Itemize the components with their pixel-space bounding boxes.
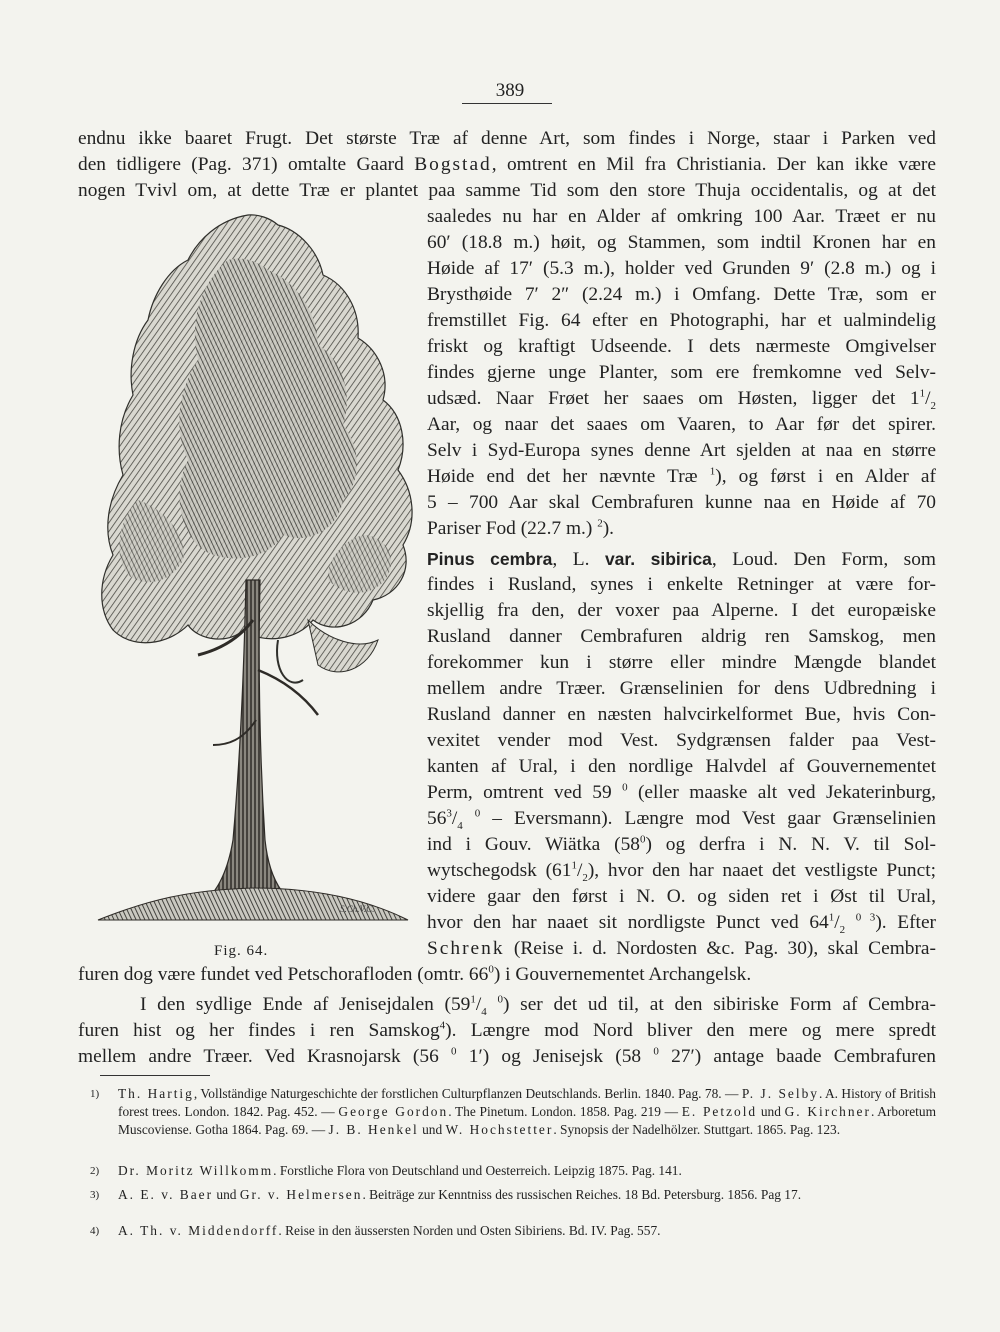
text-run: furen dog være fundet ved Petschorafloden (omtr. 66 — [78, 964, 489, 985]
text-run: . Reise in den äussersten Norden und Osten Sibiriens. Bd. IV. Pag. 557. — [278, 1223, 661, 1238]
text-run: 2 — [582, 871, 588, 884]
text-run: 1 — [709, 465, 716, 478]
text-line — [427, 546, 936, 572]
text-run: den tidligere (Pag. 371) omtalte Gaard — [78, 154, 415, 175]
page-number-rule — [462, 103, 552, 104]
footnote-text — [100, 1085, 936, 1139]
text-run: 1 — [571, 859, 577, 872]
text-run: mellem andre Træer. Ved Krasnojarsk (56 — [78, 1046, 452, 1067]
text-line — [427, 572, 936, 598]
text-run: 0 — [488, 963, 494, 976]
text-run: , Vollständige Naturgeschichte der forstlichen Culturpflanzen Deutschlands. Berlin. 1840. Pag. 78. — — [193, 1086, 742, 1101]
text-line — [427, 204, 936, 230]
text-line — [427, 806, 936, 832]
text-run: 4 — [481, 1005, 487, 1018]
text-run: E. Petzold — [681, 1104, 758, 1119]
text-run: und — [757, 1104, 785, 1119]
text-run: hvor den har naaet sit nordligste Punct ved 64 — [427, 912, 829, 933]
text-run: findes gjerne unge Planter, som ere fremkomne ved Selv- — [427, 362, 936, 383]
text-run: (eller maaske alt ved Jekaterinburg, — [627, 782, 936, 803]
text-run: , Loud. Den Form, som — [711, 549, 936, 570]
text-run: Høide end det her nævnte Træ — [427, 466, 710, 487]
text-run: videre gaar den først i N. O. og siden ret i Øst til Ural, — [427, 886, 936, 907]
text-run: 0 — [451, 1045, 457, 1058]
text-line — [427, 360, 936, 386]
text-run: 4 — [457, 819, 463, 832]
footnote — [90, 1085, 936, 1139]
text-run: saaledes nu har en Alder af omkring 100 Aar. Træet er nu — [427, 206, 936, 227]
text-run: 0 — [497, 993, 503, 1006]
text-line — [427, 884, 936, 910]
footnote-rule — [100, 1075, 210, 1076]
text-run: – Eversmann). Længre mod Vest gaar Grænselinien — [480, 808, 936, 829]
text-run: Gr. v. Helmersen — [239, 1187, 363, 1202]
text-line — [427, 256, 936, 282]
text-line — [427, 780, 936, 806]
text-run: Høide af 17′ (5.3 m.), holder ved Grunden 9′ (2.8 m.) og i — [427, 258, 936, 279]
text-run: (Reise i. d. Nordosten &c. Pag. 30), skal Cembra- — [504, 938, 936, 959]
footnote-mark: 3) — [90, 1189, 100, 1201]
text-run: 60′ (18.8 m.) høit, og Stammen, som indtil Kronen har en — [427, 232, 936, 253]
footnote-text — [100, 1186, 936, 1204]
text-run: 2 — [930, 399, 936, 412]
text-line — [427, 754, 936, 780]
text-run: ) i Gouvernementet Archangelsk. — [493, 964, 752, 985]
text-run: mellem andre Træer. Grænselinien for dens Udbredning i — [427, 678, 936, 699]
text-run: Rusland danner Cembrafuren aldrig ren Samskog, men — [427, 626, 936, 647]
text-run: furen hist og her findes i ren Samskog — [78, 1020, 440, 1041]
text-run: / — [451, 808, 458, 829]
text-run: ). Længre mod Nord bliver den mere og mere spredt — [445, 1020, 936, 1041]
text-run: Brysthøide 7′ 2″ (2.24 m.) i Omfang. Dette Træ, som er — [427, 284, 936, 305]
text-line — [427, 676, 936, 702]
text-run: 2 — [839, 923, 846, 936]
text-run: forekommer kun i større eller mindre Mængde blandet — [427, 652, 936, 673]
text-run: kanten af Ural, i den nordlige Halvdel af Gouvernementet — [427, 756, 936, 777]
text-run: nogen Tvivl om, at dette Træ er plantet paa samme Tid som den store Thuja occidentalis, og at det — [78, 180, 936, 201]
text-line — [427, 624, 936, 650]
text-line — [78, 962, 936, 988]
text-run: 1′) og Jenisejsk (58 — [456, 1046, 654, 1067]
text-run: . Forstliche Flora von Deutschland und Oesterreich. Leipzig 1875. Pag. 141. — [273, 1163, 682, 1178]
text-run: . Arboretum Muscoviense. Gotha 1864. Pag. 69. — — [118, 1104, 936, 1137]
text-run — [463, 808, 475, 829]
footnote — [90, 1222, 936, 1240]
text-run: George Gordon — [338, 1104, 449, 1119]
text-run: 1 — [919, 387, 926, 400]
text-run: / — [834, 912, 840, 933]
text-line — [427, 650, 936, 676]
text-run: J. B. Henkel — [328, 1122, 419, 1137]
text-run: / — [475, 994, 482, 1015]
text-run: endnu ikke baaret Frugt. Det største Træ af denne Art, som findes i Norge, staar i Parken ved — [78, 128, 936, 149]
text-run: und — [213, 1187, 240, 1202]
text-line — [427, 910, 936, 936]
text-run: udsæd. Naar Frøet her saaes om Høsten, ligger det 1 — [427, 388, 920, 409]
text-run: Aar, og naar det saaes om Vaaren, to Aar før det spirer. — [427, 414, 936, 435]
text-run: 0 — [622, 781, 628, 794]
text-run: 1 — [828, 911, 835, 924]
text-run: , omtrent en Mil fra Christiania. Der kan ikke være — [491, 154, 936, 175]
text-run: ), og først i en Alder af — [715, 466, 936, 487]
text-run — [845, 912, 856, 933]
text-line — [427, 516, 936, 542]
text-run: 1 — [470, 993, 476, 1006]
text-run: W. Hochstetter — [445, 1122, 554, 1137]
text-run: 5 – 700 Aar skal Cembrafuren kunne naa en Høide af 70 — [427, 492, 936, 513]
text-line — [427, 230, 936, 256]
text-run: und — [418, 1122, 446, 1137]
text-run: 2 — [597, 517, 603, 530]
text-line — [140, 992, 936, 1018]
text-run: / — [925, 388, 931, 409]
text-line — [78, 126, 936, 152]
text-run: I den sydlige Ende af Jenisejdalen (59 — [140, 994, 471, 1015]
text-run: Pariser Fod (22.7 m.) — [427, 518, 598, 539]
figure-caption: Fig. 64. — [214, 943, 269, 959]
text-run: Perm, omtrent ved 59 — [427, 782, 623, 803]
text-line — [427, 858, 936, 884]
text-run: findes i Rusland, synes i enkelte Retninger at være for- — [427, 574, 936, 595]
text-line — [427, 464, 936, 490]
text-run: A. Th. v. Middendorff — [118, 1223, 279, 1238]
text-run: ), hvor den har naaet det vestligste Punct; — [587, 860, 936, 881]
text-run: wytschegodsk (61 — [427, 860, 572, 881]
text-line — [427, 936, 936, 962]
text-run: ) ser det ud til, at den sibiriske Form af Cembra- — [502, 994, 936, 1015]
text-run: ). Efter — [875, 912, 937, 933]
text-line — [427, 702, 936, 728]
text-run: , L. — [552, 549, 605, 570]
text-run: Rusland danner en næsten halvcirkelformet Bue, hvis Con- — [427, 704, 936, 725]
text-run: / — [576, 860, 583, 881]
text-run — [487, 994, 498, 1015]
text-line — [427, 308, 936, 334]
text-line — [427, 438, 936, 464]
text-run: fremstillet Fig. 64 efter en Photographi, har et ualmindelig — [427, 310, 936, 331]
text-run: P. J. Selby — [741, 1086, 819, 1101]
text-line — [427, 728, 936, 754]
text-run: 0 — [474, 807, 481, 820]
text-line — [427, 282, 936, 308]
text-run: Th. Hartig — [118, 1086, 194, 1101]
text-line — [427, 334, 936, 360]
text-run: Selv i Syd-Europa synes denne Art sjelden at naa en større — [427, 440, 936, 461]
footnote-mark: 4) — [90, 1225, 100, 1237]
text-run: . Beiträge zur Kenntniss des russischen Reiches. 18 Bd. Petersburg. 1856. Pag 17. — [362, 1187, 802, 1202]
text-run: skjellig fra den, der voxer paa Alperne. I det europæiske — [427, 600, 936, 621]
text-run: Pinus cembra — [427, 549, 553, 569]
text-run: vexitet vender mod Vest. Sydgrænsen falder paa Vest- — [427, 730, 936, 751]
text-run: 4 — [439, 1019, 446, 1032]
text-run: ) og derfra i N. N. V. til Sol- — [645, 834, 936, 855]
footnote — [90, 1186, 936, 1204]
footnote-text — [100, 1162, 936, 1180]
text-line — [427, 412, 936, 438]
text-run: Dr. Moritz Willkomm — [118, 1163, 274, 1178]
text-run: ind i Gouv. Wiätka (58 — [427, 834, 640, 855]
text-run: ). — [602, 518, 615, 539]
text-run: A. E. v. Baer — [118, 1187, 214, 1202]
text-run: 0 — [653, 1045, 659, 1058]
text-run: friskt og kraftigt Udseende. I dets nærmeste Omgivelser — [427, 336, 936, 357]
pine-tree-illustration — [78, 200, 423, 935]
text-run: 0 — [639, 833, 646, 846]
text-run: 27′) antage baade Cembrafuren — [658, 1046, 936, 1067]
text-line — [427, 386, 936, 412]
text-line — [78, 152, 936, 178]
text-run: 56 — [427, 808, 447, 829]
text-line — [427, 490, 936, 516]
footnote-mark: 2) — [90, 1165, 100, 1177]
text-line — [427, 832, 936, 858]
text-line — [78, 1018, 936, 1044]
text-run: . A. History of British forest trees. London. 1842. Pag. 452. — — [118, 1086, 936, 1119]
text-run: . Synopsis der Nadelhölzer. Stuttgart. 1865. Pag. 123. — [553, 1122, 841, 1137]
text-run: var. sibirica — [604, 549, 712, 569]
footnote-text — [100, 1222, 936, 1240]
footnote-mark: 1) — [90, 1088, 100, 1100]
footnote — [90, 1162, 936, 1180]
text-run: . The Pinetum. London. 1858. Pag. 219 — — [448, 1104, 682, 1119]
text-run: Schrenk — [427, 938, 505, 959]
page-number: 389 — [495, 80, 525, 101]
text-run: 0 3 — [855, 911, 876, 924]
engraver-signature: S.Ch.V.C. — [340, 904, 375, 914]
text-line — [78, 1044, 936, 1070]
text-run: G. Kirchner — [784, 1104, 871, 1119]
text-run: 3 — [446, 807, 452, 820]
text-line — [427, 598, 936, 624]
text-run: Bogstad — [414, 154, 492, 175]
